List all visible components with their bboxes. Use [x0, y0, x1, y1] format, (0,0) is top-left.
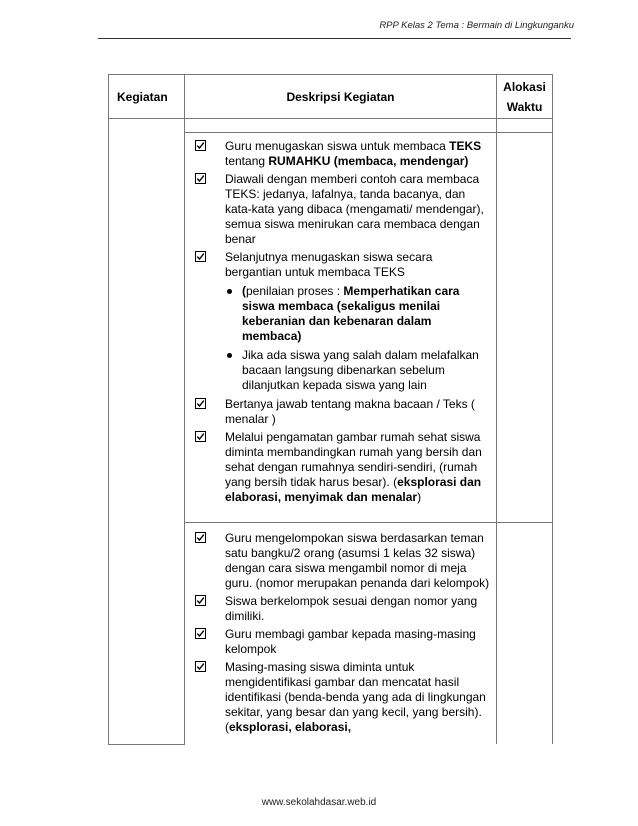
item-text-bold: RUMAHKU (membaca, mendengar): [268, 154, 469, 168]
checkbox-checked-icon: [195, 595, 206, 606]
column-header-deskripsi: Deskripsi Kegiatan: [185, 75, 497, 119]
footer-url: www.sekolahdasar.web.id: [261, 797, 377, 808]
checkbox-checked-icon: [195, 140, 206, 151]
item-text: Bertanya jawab tentang makna bacaan / Teks ( menalar ): [225, 397, 475, 426]
alokasi-label: Alokasi: [503, 79, 546, 94]
item-text: Guru mengelompokan siswa berdasarkan teman satu bangku/2 orang (asumsi 1 kelas 32 siswa) dengan cara siswa mengambil nomor di meja guru. (nomor merupakan penanda dari kelompok): [225, 531, 490, 590]
list-item: [195, 397, 490, 427]
header-divider: [98, 38, 571, 39]
list-item: [195, 531, 490, 591]
list-item: [195, 139, 490, 169]
list-item: [195, 250, 490, 393]
item-text: Diawali dengan memberi contoh cara membaca TEKS: jedanya, lafalnya, tanda bacanya, dan kata-kata yang dibaca (mengamati/ mendengar), semua siswa menirukan cara membaca dengan benar: [225, 172, 484, 246]
description-cell: [185, 523, 497, 745]
bullet-text-bold: (: [242, 284, 246, 298]
checklist: [185, 523, 496, 744]
bullet-item: [225, 348, 490, 393]
activity-table: [108, 74, 553, 745]
spacer-cell: [497, 119, 553, 133]
kegiatan-cell: [109, 119, 185, 745]
checkbox-checked-icon: [195, 628, 206, 639]
list-item: [195, 594, 490, 624]
bullet-text: penilaian proses :: [246, 284, 344, 298]
list-item: [195, 660, 490, 735]
item-text: tentang: [225, 154, 269, 168]
checkbox-checked-icon: [195, 431, 206, 442]
item-text: Melalui pengamatan gambar rumah sehat siswa diminta membandingkan rumah yang bersih dan sehat dengan rumahnya sendiri-sendiri, (rumah yang bersih tidak harus besar). (: [225, 430, 482, 489]
bullet-icon: [227, 289, 232, 294]
item-text: ): [417, 490, 422, 504]
table-header-row: [109, 75, 553, 119]
page-header: RPP Kelas 2 Tema : Bermain di Lingkunganku: [379, 20, 574, 31]
spacer-row: [109, 119, 553, 133]
time-allocation-cell: [497, 133, 553, 523]
item-text: Siswa berkelompok sesuai dengan nomor yang dimiliki.: [225, 594, 478, 623]
item-text: Masing-masing siswa diminta untuk mengidentifikasi gambar dan mencatat hasil identifikasi (benda-benda yang ada di lingkungan sekitar, yang besar dan yang kecil, yang bersih). (: [225, 660, 486, 734]
time-allocation-cell: [497, 523, 553, 745]
checkbox-checked-icon: [195, 532, 206, 543]
checkbox-checked-icon: [195, 173, 206, 184]
column-header-kegiatan: Kegiatan: [109, 75, 185, 119]
item-text-bold: eksplorasi, elaborasi,: [229, 720, 352, 734]
checklist: [185, 133, 496, 514]
item-text-bold: TEKS: [449, 139, 482, 153]
item-text: Selanjutnya menugaskan siswa secara bergantian untuk membaca TEKS: [225, 250, 433, 279]
spacer-cell: [185, 119, 497, 133]
item-text: Guru membagi gambar kepada masing-masing kelompok: [225, 627, 476, 656]
column-header-alokasi: [497, 75, 553, 119]
item-text: Guru menugaskan siswa untuk membaca: [225, 139, 450, 153]
list-item: [195, 172, 490, 247]
description-cell: [185, 133, 497, 523]
checkbox-checked-icon: [195, 251, 206, 262]
item-text-bold: eksplorasi dan elaborasi, menyimak dan menalar: [225, 475, 482, 504]
waktu-label: Waktu: [506, 99, 543, 114]
bullet-list: [225, 284, 490, 393]
bullet-text: Jika ada siswa yang salah dalam melafalkan bacaan langsung dibenarkan sebelum dilanjutkan kepada siswa yang lain: [242, 348, 479, 392]
bullet-icon: [227, 353, 232, 358]
list-item: [195, 627, 490, 657]
bullet-item: [225, 284, 490, 344]
list-item: [195, 430, 490, 505]
bullet-text-bold: Memperhatikan cara siswa membaca (sekaligus menilai keberanian dan kebenaran dalam membaca): [242, 284, 460, 343]
checkbox-checked-icon: [195, 661, 206, 672]
checkbox-checked-icon: [195, 398, 206, 409]
